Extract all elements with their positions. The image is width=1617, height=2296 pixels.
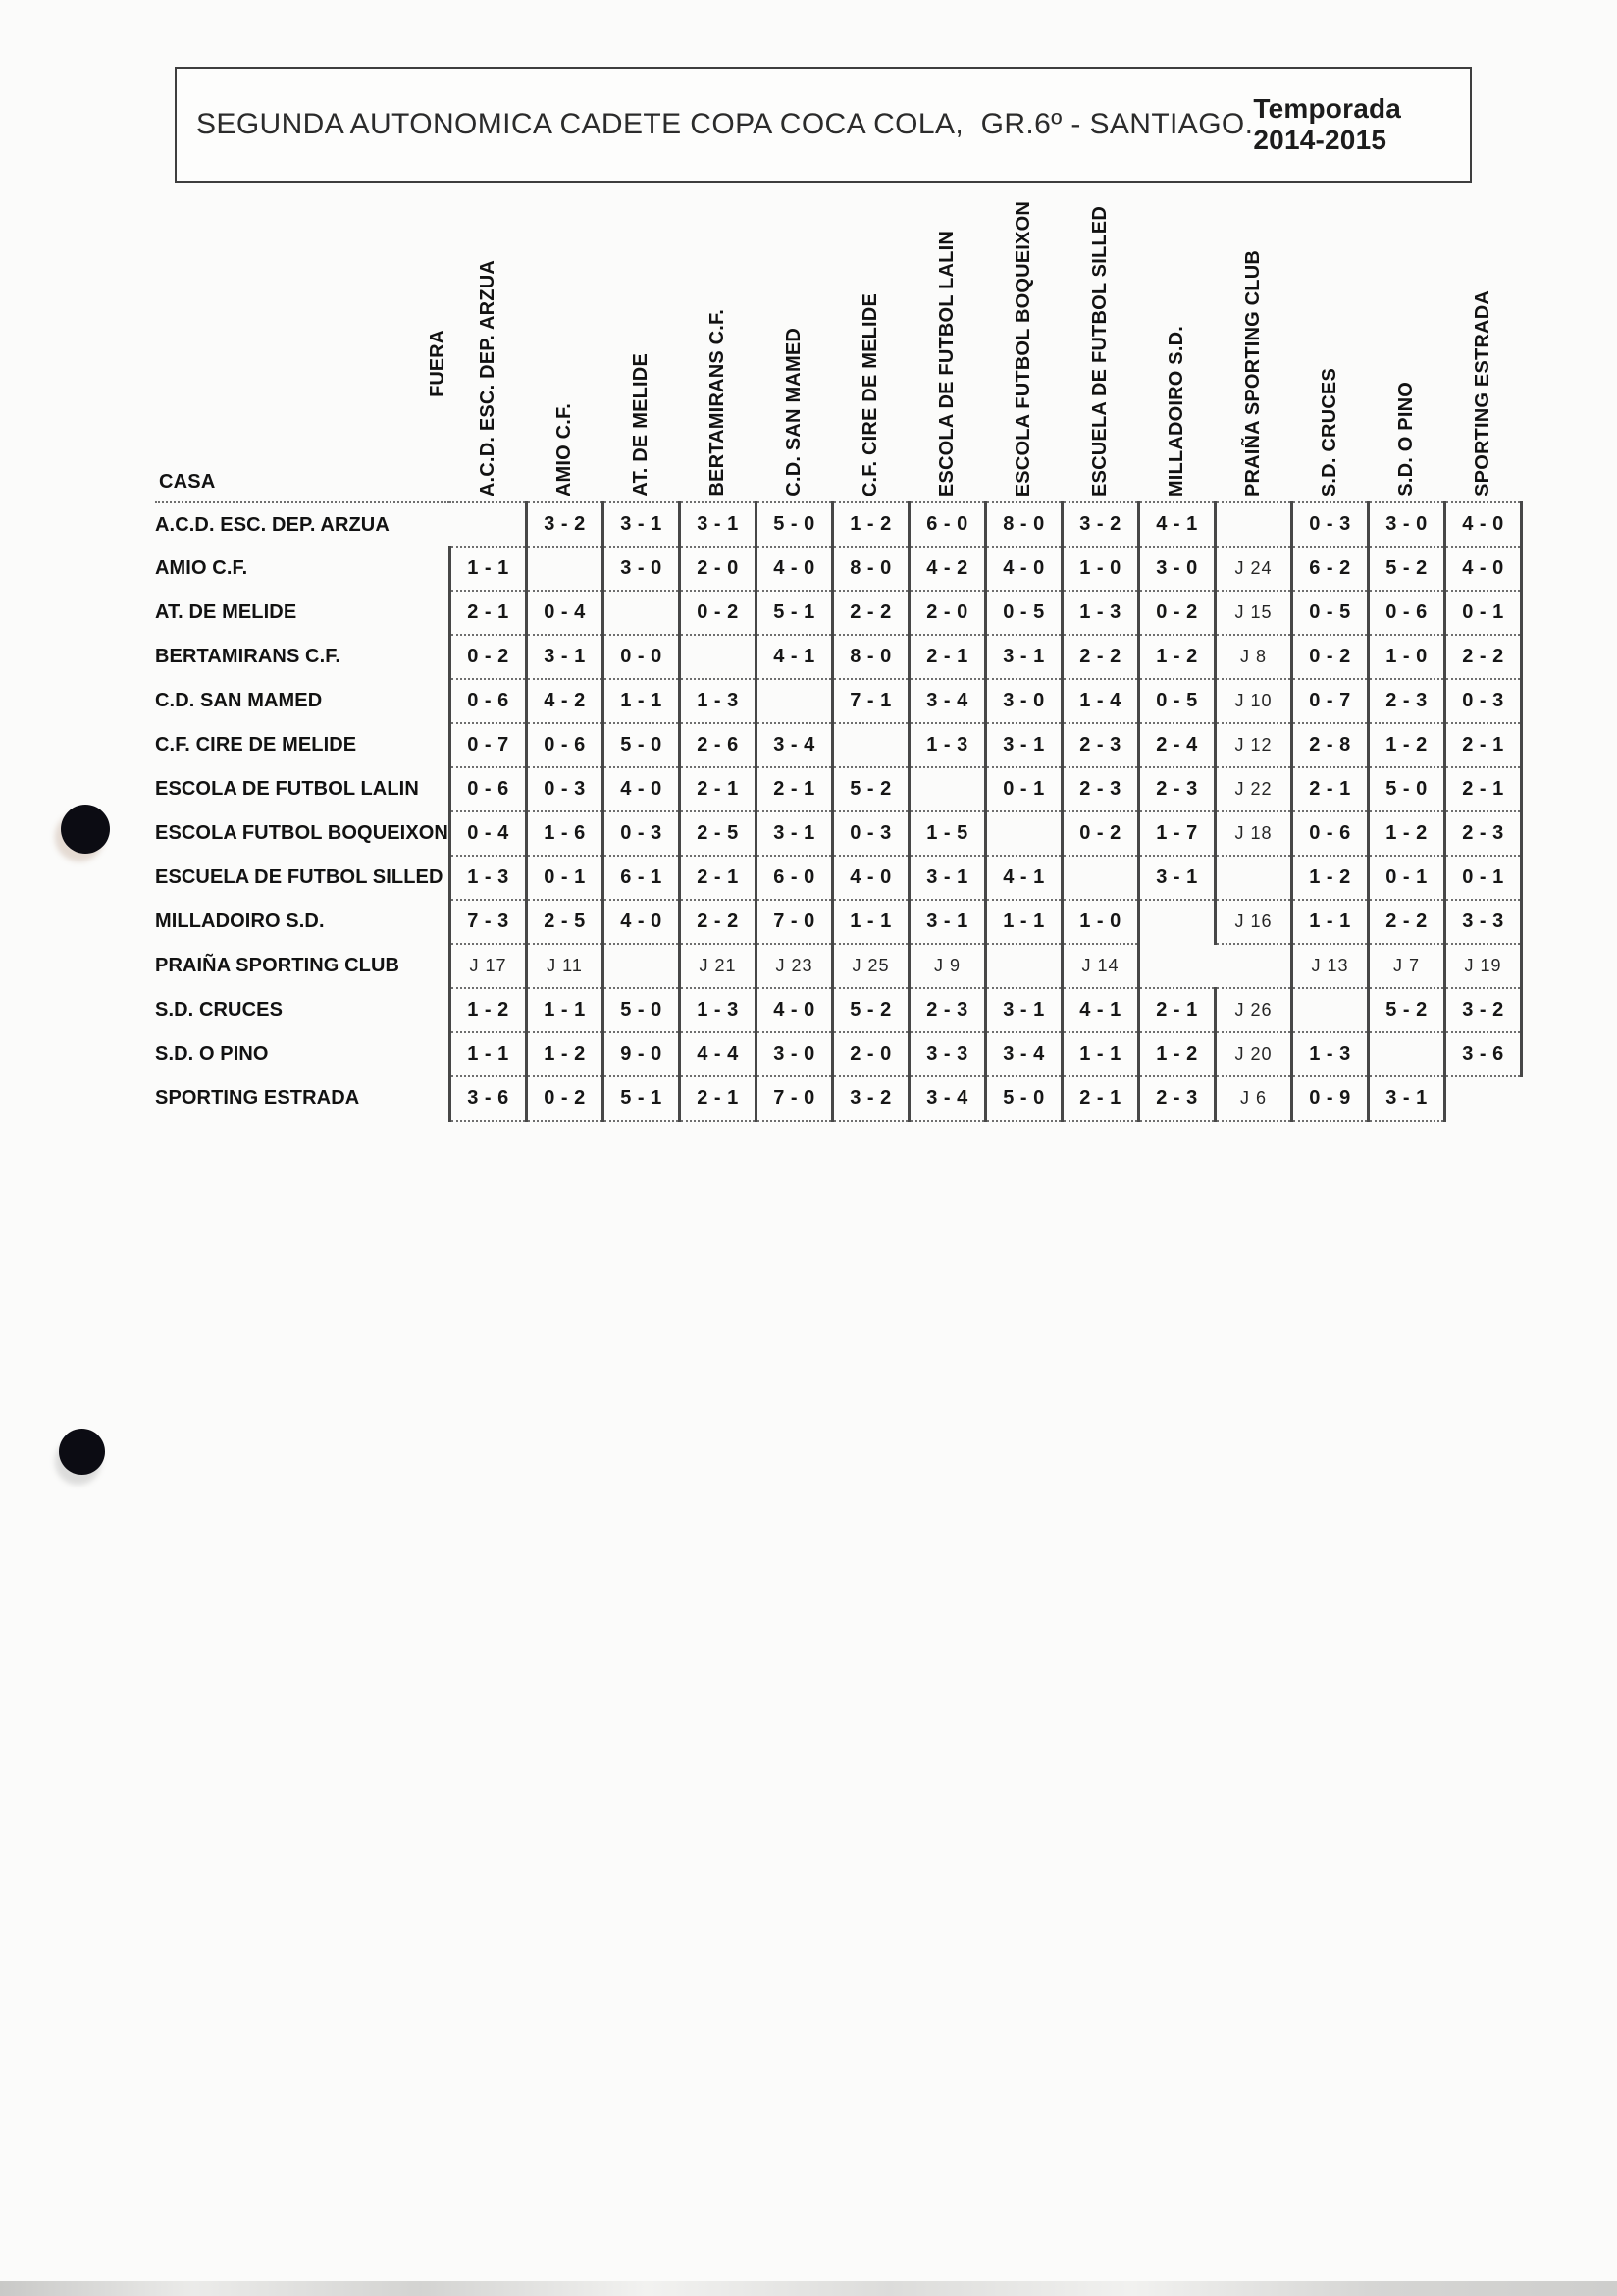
score-cell: 7 - 0 bbox=[756, 900, 832, 944]
matchday-cell: J 20 bbox=[1215, 1032, 1291, 1076]
score-cell: 1 - 3 bbox=[679, 679, 756, 723]
score-cell: 6 - 2 bbox=[1291, 547, 1368, 591]
score-cell: 0 - 1 bbox=[985, 767, 1062, 811]
score-cell: 2 - 3 bbox=[1138, 767, 1215, 811]
column-header-at-de-melide bbox=[602, 192, 679, 502]
column-header-escuela-de-futbol-silled bbox=[1062, 192, 1138, 502]
column-header-a-c-d-esc-dep-arzua bbox=[449, 192, 526, 502]
score-cell: 2 - 2 bbox=[1368, 900, 1444, 944]
score-cell: 4 - 2 bbox=[526, 679, 602, 723]
column-header-bertamirans-c-f bbox=[679, 192, 756, 502]
score-cell: 0 - 0 bbox=[602, 635, 679, 679]
score-cell: 2 - 6 bbox=[679, 723, 756, 767]
score-cell: 3 - 4 bbox=[985, 1032, 1062, 1076]
score-cell: 2 - 1 bbox=[1062, 1076, 1138, 1121]
score-cell: 2 - 1 bbox=[449, 591, 526, 635]
table-row-bertamirans-c-f bbox=[155, 635, 1521, 679]
score-cell: 1 - 1 bbox=[449, 1032, 526, 1076]
hole-punch-bottom bbox=[59, 1429, 105, 1475]
score-cell: 2 - 3 bbox=[909, 988, 985, 1032]
score-cell: 1 - 7 bbox=[1138, 811, 1215, 856]
score-cell: 4 - 0 bbox=[602, 767, 679, 811]
empty-cell bbox=[602, 944, 679, 988]
title-box bbox=[175, 67, 1472, 183]
row-label-a-c-d-esc-dep-arzua: A.C.D. ESC. DEP. ARZUA bbox=[155, 513, 390, 536]
column-header-label: PRAIÑA SPORTING CLUB bbox=[1241, 249, 1264, 496]
score-cell: 5 - 1 bbox=[756, 591, 832, 635]
score-cell: 0 - 1 bbox=[526, 856, 602, 900]
column-header-label: SPORTING ESTRADA bbox=[1471, 290, 1493, 496]
table-row-a-c-d-esc-dep-arzua bbox=[155, 502, 1521, 547]
table-row-sporting-estrada bbox=[155, 1076, 1521, 1121]
matchday-cell: J 12 bbox=[1215, 723, 1291, 767]
score-cell: 8 - 0 bbox=[832, 635, 909, 679]
score-cell: 4 - 0 bbox=[756, 547, 832, 591]
column-header-label: MILLADOIRO S.D. bbox=[1165, 325, 1187, 496]
score-cell: 2 - 3 bbox=[1062, 723, 1138, 767]
score-cell: 5 - 0 bbox=[1368, 767, 1444, 811]
score-cell: 5 - 0 bbox=[756, 502, 832, 547]
row-label-amio-c-f: AMIO C.F. bbox=[155, 557, 248, 579]
row-label-s-d-cruces: S.D. CRUCES bbox=[155, 999, 284, 1020]
table-row-escuela-de-futbol-silled bbox=[155, 856, 1521, 900]
score-cell: 2 - 1 bbox=[1138, 988, 1215, 1032]
score-cell: 1 - 3 bbox=[1291, 1032, 1368, 1076]
row-label-escola-de-futbol-lalin: ESCOLA DE FUTBOL LALIN bbox=[155, 778, 419, 800]
score-cell: 2 - 4 bbox=[1138, 723, 1215, 767]
score-cell: 0 - 6 bbox=[449, 767, 526, 811]
score-cell: 0 - 2 bbox=[1062, 811, 1138, 856]
score-cell: 1 - 1 bbox=[602, 679, 679, 723]
score-cell: 2 - 0 bbox=[909, 591, 985, 635]
table-row-escola-futbol-boqueixon bbox=[155, 811, 1521, 856]
table-row-at-de-melide bbox=[155, 591, 1521, 635]
matchday-cell: J 10 bbox=[1215, 679, 1291, 723]
row-label-at-de-melide: AT. DE MELIDE bbox=[155, 601, 297, 623]
score-cell: 5 - 2 bbox=[1368, 547, 1444, 591]
score-cell: 3 - 2 bbox=[1062, 502, 1138, 547]
empty-cell bbox=[1062, 856, 1138, 900]
column-header-label: BERTAMIRANS C.F. bbox=[705, 309, 728, 496]
score-cell: 1 - 2 bbox=[1368, 811, 1444, 856]
table-row-amio-c-f bbox=[155, 547, 1521, 591]
score-cell: 2 - 3 bbox=[1444, 811, 1521, 856]
score-cell: 2 - 1 bbox=[756, 767, 832, 811]
column-header-escola-futbol-boqueixon bbox=[985, 192, 1062, 502]
score-cell: 0 - 6 bbox=[526, 723, 602, 767]
score-cell: 0 - 1 bbox=[1444, 856, 1521, 900]
score-cell: 3 - 0 bbox=[1368, 502, 1444, 547]
score-cell: 7 - 0 bbox=[756, 1076, 832, 1121]
score-cell: 0 - 7 bbox=[1291, 679, 1368, 723]
empty-cell bbox=[1215, 856, 1291, 900]
empty-cell bbox=[602, 591, 679, 635]
score-cell: 2 - 2 bbox=[1062, 635, 1138, 679]
column-header-label: ESCOLA DE FUTBOL LALIN bbox=[935, 230, 958, 496]
score-cell: 8 - 0 bbox=[985, 502, 1062, 547]
score-cell: 3 - 0 bbox=[985, 679, 1062, 723]
score-cell: 0 - 1 bbox=[1368, 856, 1444, 900]
column-header-c-d-san-mamed bbox=[756, 192, 832, 502]
score-cell: 4 - 1 bbox=[985, 856, 1062, 900]
score-cell: 3 - 0 bbox=[602, 547, 679, 591]
row-label-sporting-estrada: SPORTING ESTRADA bbox=[155, 1087, 360, 1109]
score-cell: 3 - 0 bbox=[1138, 547, 1215, 591]
score-cell: 3 - 1 bbox=[526, 635, 602, 679]
empty-cell bbox=[832, 723, 909, 767]
score-cell: 3 - 1 bbox=[909, 900, 985, 944]
score-cell: 1 - 1 bbox=[1291, 900, 1368, 944]
empty-cell bbox=[1138, 944, 1215, 988]
score-cell: 6 - 0 bbox=[756, 856, 832, 900]
score-cell: 3 - 3 bbox=[1444, 900, 1521, 944]
score-cell: 1 - 1 bbox=[985, 900, 1062, 944]
score-cell: 2 - 1 bbox=[679, 856, 756, 900]
season-label: Temporada 2014-2015 bbox=[1253, 93, 1402, 155]
column-header-label: C.D. SAN MAMED bbox=[782, 328, 805, 496]
score-cell: 4 - 0 bbox=[602, 900, 679, 944]
score-cell: 0 - 4 bbox=[526, 591, 602, 635]
score-cell: 2 - 3 bbox=[1062, 767, 1138, 811]
matchday-cell: J 11 bbox=[526, 944, 602, 988]
score-cell: 2 - 1 bbox=[909, 635, 985, 679]
score-cell: 5 - 0 bbox=[602, 723, 679, 767]
score-cell: 0 - 2 bbox=[449, 635, 526, 679]
column-header-s-d-o-pino bbox=[1368, 192, 1444, 502]
score-cell: 0 - 2 bbox=[679, 591, 756, 635]
score-cell: 1 - 0 bbox=[1062, 547, 1138, 591]
score-cell: 5 - 2 bbox=[832, 988, 909, 1032]
score-cell: 2 - 1 bbox=[1444, 767, 1521, 811]
casa-label: CASA bbox=[159, 471, 216, 493]
score-cell: 1 - 3 bbox=[679, 988, 756, 1032]
column-header-label: ESCOLA FUTBOL BOQUEIXON bbox=[1012, 200, 1034, 496]
score-cell: 1 - 2 bbox=[832, 502, 909, 547]
row-label-prai-a-sporting-club: PRAIÑA SPORTING CLUB bbox=[155, 955, 400, 976]
score-cell: 2 - 1 bbox=[679, 767, 756, 811]
column-header-milladoiro-s-d bbox=[1138, 192, 1215, 502]
score-cell: 1 - 2 bbox=[1138, 635, 1215, 679]
score-cell: 0 - 6 bbox=[449, 679, 526, 723]
matchday-cell: J 17 bbox=[449, 944, 526, 988]
empty-cell bbox=[679, 635, 756, 679]
score-cell: 2 - 0 bbox=[679, 547, 756, 591]
score-cell: 2 - 2 bbox=[1444, 635, 1521, 679]
corner-cell bbox=[155, 192, 449, 502]
score-cell: 2 - 1 bbox=[679, 1076, 756, 1121]
row-label-milladoiro-s-d: MILLADOIRO S.D. bbox=[155, 911, 325, 932]
column-header-row bbox=[155, 192, 1521, 502]
score-cell: 0 - 2 bbox=[526, 1076, 602, 1121]
competition-title: SEGUNDA AUTONOMICA CADETE COPA COCA COLA, GR.6º - SANTIAGO. bbox=[196, 108, 1254, 140]
score-cell: 3 - 3 bbox=[909, 1032, 985, 1076]
matchday-cell: J 26 bbox=[1215, 988, 1291, 1032]
score-cell: 1 - 2 bbox=[1368, 723, 1444, 767]
score-cell: 0 - 4 bbox=[449, 811, 526, 856]
score-cell: 4 - 0 bbox=[756, 988, 832, 1032]
table-row-c-f-cire-de-melide bbox=[155, 723, 1521, 767]
score-cell: 0 - 3 bbox=[832, 811, 909, 856]
score-cell: 4 - 4 bbox=[679, 1032, 756, 1076]
column-header-label: AMIO C.F. bbox=[552, 402, 575, 496]
score-cell: 5 - 2 bbox=[1368, 988, 1444, 1032]
table-row-c-d-san-mamed bbox=[155, 679, 1521, 723]
score-cell: 3 - 1 bbox=[985, 723, 1062, 767]
score-cell: 1 - 2 bbox=[449, 988, 526, 1032]
row-label-c-d-san-mamed: C.D. SAN MAMED bbox=[155, 690, 323, 711]
score-cell: 2 - 5 bbox=[526, 900, 602, 944]
score-cell: 2 - 1 bbox=[1291, 767, 1368, 811]
column-header-label: A.C.D. ESC. DEP. ARZUA bbox=[476, 259, 498, 496]
column-header-label: ESCUELA DE FUTBOL SILLED bbox=[1088, 206, 1111, 496]
score-cell: 3 - 1 bbox=[985, 988, 1062, 1032]
matchday-cell: J 6 bbox=[1215, 1076, 1291, 1121]
score-cell: 3 - 1 bbox=[1138, 856, 1215, 900]
score-cell: 1 - 1 bbox=[832, 900, 909, 944]
score-cell: 0 - 5 bbox=[1291, 591, 1368, 635]
matchday-cell: J 8 bbox=[1215, 635, 1291, 679]
score-cell: 3 - 1 bbox=[679, 502, 756, 547]
score-cell: 1 - 3 bbox=[1062, 591, 1138, 635]
score-cell: 0 - 9 bbox=[1291, 1076, 1368, 1121]
score-cell: 0 - 5 bbox=[1138, 679, 1215, 723]
score-cell: 0 - 3 bbox=[526, 767, 602, 811]
score-cell: 4 - 0 bbox=[1444, 502, 1521, 547]
score-cell: 2 - 3 bbox=[1368, 679, 1444, 723]
empty-cell bbox=[1444, 1076, 1521, 1121]
column-header-label: S.D. O PINO bbox=[1394, 382, 1417, 496]
score-cell: 5 - 0 bbox=[602, 988, 679, 1032]
matchday-cell: J 13 bbox=[1291, 944, 1368, 988]
score-cell: 4 - 2 bbox=[909, 547, 985, 591]
score-cell: 1 - 3 bbox=[909, 723, 985, 767]
score-cell: 4 - 1 bbox=[756, 635, 832, 679]
score-cell: 6 - 0 bbox=[909, 502, 985, 547]
table-row-s-d-cruces bbox=[155, 988, 1521, 1032]
empty-cell bbox=[526, 547, 602, 591]
row-label-escola-futbol-boqueixon: ESCOLA FUTBOL BOQUEIXON bbox=[155, 822, 448, 844]
results-crosstable bbox=[155, 192, 1523, 1122]
fuera-label: FUERA bbox=[427, 330, 449, 397]
score-cell: 0 - 1 bbox=[1444, 591, 1521, 635]
score-cell: 4 - 1 bbox=[1062, 988, 1138, 1032]
score-cell: 3 - 4 bbox=[909, 679, 985, 723]
table-row-s-d-o-pino bbox=[155, 1032, 1521, 1076]
score-cell: 3 - 1 bbox=[909, 856, 985, 900]
table-row-escola-de-futbol-lalin bbox=[155, 767, 1521, 811]
score-cell: 1 - 1 bbox=[1062, 1032, 1138, 1076]
score-cell: 1 - 4 bbox=[1062, 679, 1138, 723]
column-header-label: AT. DE MELIDE bbox=[629, 353, 652, 496]
score-cell: 0 - 3 bbox=[1444, 679, 1521, 723]
score-cell: 3 - 0 bbox=[756, 1032, 832, 1076]
row-label-bertamirans-c-f: BERTAMIRANS C.F. bbox=[155, 646, 341, 667]
score-cell: 1 - 0 bbox=[1368, 635, 1444, 679]
score-cell: 9 - 0 bbox=[602, 1032, 679, 1076]
matchday-cell: J 21 bbox=[679, 944, 756, 988]
column-header-escola-de-futbol-lalin bbox=[909, 192, 985, 502]
score-cell: 1 - 1 bbox=[526, 988, 602, 1032]
score-cell: 0 - 6 bbox=[1368, 591, 1444, 635]
score-cell: 0 - 7 bbox=[449, 723, 526, 767]
row-label-escuela-de-futbol-silled: ESCUELA DE FUTBOL SILLED bbox=[155, 866, 443, 888]
score-cell: 7 - 1 bbox=[832, 679, 909, 723]
matchday-cell: J 7 bbox=[1368, 944, 1444, 988]
score-cell: 4 - 0 bbox=[1444, 547, 1521, 591]
score-cell: 3 - 6 bbox=[449, 1076, 526, 1121]
score-cell: 1 - 5 bbox=[909, 811, 985, 856]
column-header-label: C.F. CIRE DE MELIDE bbox=[859, 292, 881, 496]
score-cell: 4 - 0 bbox=[832, 856, 909, 900]
row-label-s-d-o-pino: S.D. O PINO bbox=[155, 1043, 269, 1065]
score-cell: 5 - 0 bbox=[985, 1076, 1062, 1121]
score-cell: 2 - 0 bbox=[832, 1032, 909, 1076]
empty-cell bbox=[1215, 944, 1291, 988]
matchday-cell: J 25 bbox=[832, 944, 909, 988]
column-header-amio-c-f bbox=[526, 192, 602, 502]
score-cell: 3 - 1 bbox=[985, 635, 1062, 679]
table-row-milladoiro-s-d bbox=[155, 900, 1521, 944]
empty-cell bbox=[449, 502, 526, 547]
score-cell: 2 - 1 bbox=[1444, 723, 1521, 767]
empty-cell bbox=[756, 679, 832, 723]
score-cell: 3 - 2 bbox=[832, 1076, 909, 1121]
score-cell: 4 - 0 bbox=[985, 547, 1062, 591]
score-cell: 6 - 1 bbox=[602, 856, 679, 900]
score-cell: 2 - 2 bbox=[832, 591, 909, 635]
matchday-cell: J 9 bbox=[909, 944, 985, 988]
matchday-cell: J 15 bbox=[1215, 591, 1291, 635]
score-cell: 3 - 1 bbox=[602, 502, 679, 547]
matchday-cell: J 24 bbox=[1215, 547, 1291, 591]
table-row-prai-a-sporting-club bbox=[155, 944, 1521, 988]
score-cell: 0 - 2 bbox=[1138, 591, 1215, 635]
empty-cell bbox=[985, 811, 1062, 856]
score-cell: 1 - 3 bbox=[449, 856, 526, 900]
score-cell: 2 - 5 bbox=[679, 811, 756, 856]
score-cell: 5 - 1 bbox=[602, 1076, 679, 1121]
matchday-cell: J 23 bbox=[756, 944, 832, 988]
column-header-s-d-cruces bbox=[1291, 192, 1368, 502]
column-header-prai-a-sporting-club bbox=[1215, 192, 1291, 502]
score-cell: 3 - 6 bbox=[1444, 1032, 1521, 1076]
score-cell: 3 - 2 bbox=[526, 502, 602, 547]
matchday-cell: J 19 bbox=[1444, 944, 1521, 988]
column-header-c-f-cire-de-melide bbox=[832, 192, 909, 502]
score-cell: 3 - 4 bbox=[909, 1076, 985, 1121]
matchday-cell: J 22 bbox=[1215, 767, 1291, 811]
score-cell: 0 - 3 bbox=[602, 811, 679, 856]
matchday-cell: J 16 bbox=[1215, 900, 1291, 944]
score-cell: 0 - 6 bbox=[1291, 811, 1368, 856]
column-header-sporting-estrada bbox=[1444, 192, 1521, 502]
score-cell: 8 - 0 bbox=[832, 547, 909, 591]
score-cell: 7 - 3 bbox=[449, 900, 526, 944]
score-cell: 0 - 2 bbox=[1291, 635, 1368, 679]
score-cell: 3 - 1 bbox=[1368, 1076, 1444, 1121]
score-cell: 1 - 1 bbox=[449, 547, 526, 591]
empty-cell bbox=[1138, 900, 1215, 944]
score-cell: 1 - 2 bbox=[526, 1032, 602, 1076]
score-cell: 1 - 2 bbox=[1291, 856, 1368, 900]
hole-punch-top bbox=[61, 805, 110, 854]
score-cell: 2 - 2 bbox=[679, 900, 756, 944]
column-header-label: S.D. CRUCES bbox=[1318, 367, 1340, 496]
score-cell: 3 - 1 bbox=[756, 811, 832, 856]
score-cell: 1 - 6 bbox=[526, 811, 602, 856]
matchday-cell: J 14 bbox=[1062, 944, 1138, 988]
empty-cell bbox=[1291, 988, 1368, 1032]
scan-edge-artifact bbox=[0, 2281, 1617, 2296]
score-cell: 3 - 4 bbox=[756, 723, 832, 767]
score-cell: 0 - 3 bbox=[1291, 502, 1368, 547]
empty-cell bbox=[1215, 502, 1291, 547]
score-cell: 2 - 3 bbox=[1138, 1076, 1215, 1121]
score-cell: 5 - 2 bbox=[832, 767, 909, 811]
score-cell: 4 - 1 bbox=[1138, 502, 1215, 547]
empty-cell bbox=[909, 767, 985, 811]
score-cell: 1 - 2 bbox=[1138, 1032, 1215, 1076]
score-cell: 2 - 8 bbox=[1291, 723, 1368, 767]
row-label-c-f-cire-de-melide: C.F. CIRE DE MELIDE bbox=[155, 734, 357, 756]
matchday-cell: J 18 bbox=[1215, 811, 1291, 856]
empty-cell bbox=[1368, 1032, 1444, 1076]
score-cell: 1 - 0 bbox=[1062, 900, 1138, 944]
score-cell: 3 - 2 bbox=[1444, 988, 1521, 1032]
score-cell: 0 - 5 bbox=[985, 591, 1062, 635]
empty-cell bbox=[985, 944, 1062, 988]
